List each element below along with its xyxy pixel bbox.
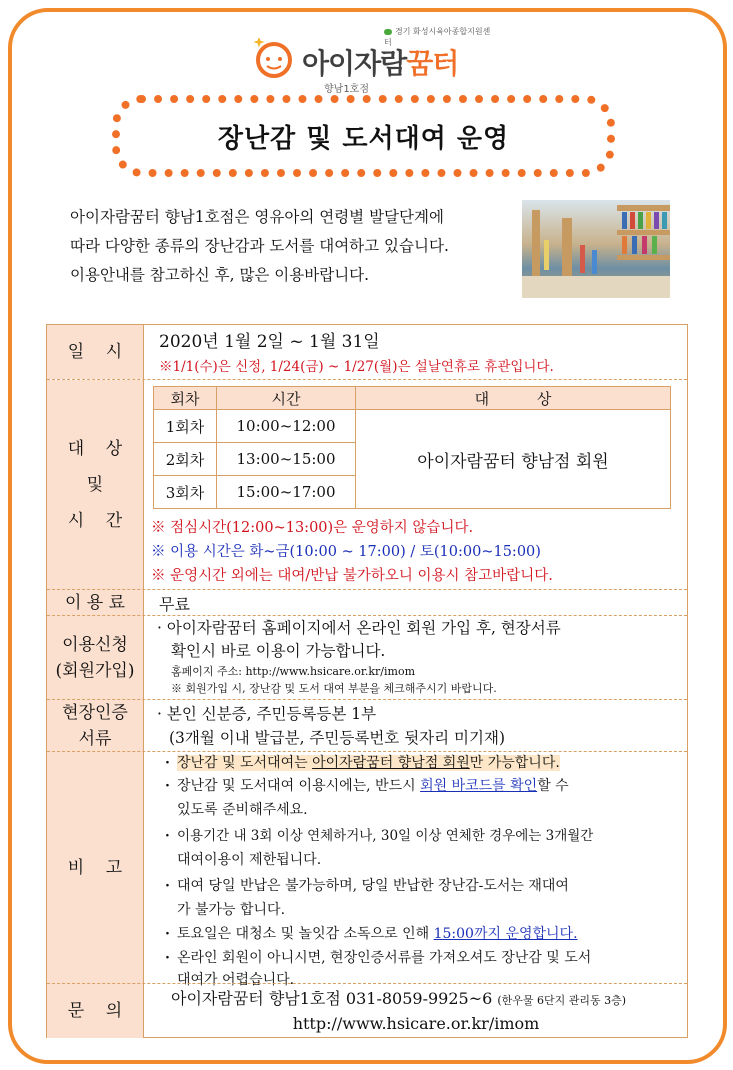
page-title: 장난감 및 도서대여 운영 <box>217 123 510 154</box>
remark-item-cont: 대여가 어렵습니다. <box>177 972 295 988</box>
remark-item: · 장난감 및 도서대여 이용시에는, 반드시 회원 바코드를 확인할 수 <box>161 774 569 798</box>
contact-label: 문 의 <box>47 984 144 1038</box>
session-target: 아이자람꿈터 향남점 회원 <box>356 410 671 509</box>
signup-row <box>47 615 687 700</box>
signup-line: 확인시 바로 이용이 가능합니다. <box>171 642 386 660</box>
col-header: 대 상 <box>356 387 671 410</box>
session-no: 1회차 <box>154 410 217 443</box>
remark-item-cont: 대여이용이 제한됩니다. <box>177 852 322 868</box>
schedule-row <box>47 379 687 590</box>
session-no: 3회차 <box>154 476 217 509</box>
docs-line: (3개월 이내 발급분, 주민등록번호 뒷자리 미기재) <box>169 729 506 747</box>
docs-label: 현장인증 서류 <box>47 700 144 752</box>
signup-label: 이용신청 (회원가입) <box>47 616 144 700</box>
homepage-address: 홈페이지 주소: http://www.hsicare.or.kr/imom <box>171 665 416 678</box>
fee-value: 무료 <box>159 595 190 614</box>
table-row <box>154 410 671 443</box>
remarks-label: 비 고 <box>47 752 144 984</box>
intro-line: 따라 다양한 종류의 장난감과 도서를 대여하고 있습니다. <box>70 237 449 255</box>
col-header: 시간 <box>217 387 356 410</box>
docs-row <box>47 699 687 752</box>
library-photo <box>522 200 670 298</box>
intro-line: 이용안내를 참고하신 후, 많은 이용바랍니다. <box>70 266 370 284</box>
schedule-label: 대 상 및 시 간 <box>47 380 144 590</box>
center-name: 경기 화성시육아종합지원센터 <box>384 27 491 47</box>
remark-item: · 장난감 및 도서대여는 아이자람꿈터 향남점 회원만 가능합니다. <box>161 751 560 775</box>
info-table <box>46 324 688 1038</box>
session-time: 10:00~12:00 <box>217 410 356 443</box>
remark-item: · 온라인 회원이 아니시면, 현장인증서류를 가져오셔도 장난감 및 도서 <box>161 946 591 970</box>
fee-label: 이 용 료 <box>47 590 144 616</box>
session-time: 15:00~17:00 <box>217 476 356 509</box>
hours-note: ※ 이용 시간은 화~금(10:00 ~ 17:00) / 토(10:00~15:00) <box>151 544 541 560</box>
after-hours-note: ※ 운영시간 외에는 대여/반납 불가하오니 이용시 참고바랍니다. <box>151 568 553 584</box>
closure-note: ※1/1(수)은 신정, 1/24(금) ~ 1/27(월)은 설날연휴로 휴관입니다. <box>159 359 554 375</box>
remark-item: · 이용기간 내 3회 이상 연체하거나, 30일 이상 연체한 경우에는 3개월간 <box>161 824 593 848</box>
child-face-icon <box>254 38 294 78</box>
logo <box>252 22 492 95</box>
session-time: 13:00~15:00 <box>217 443 356 476</box>
title-box <box>112 95 615 177</box>
signup-line: · 아이자람꿈터 홈페이지에서 온라인 회원 가입 후, 현장서류 <box>157 619 561 637</box>
docs-line: · 본인 신분증, 주민등록등본 1부 <box>157 705 377 723</box>
intro-line: 아이자람꿈터 향남1호점은 영유아의 연령별 발달단계에 <box>70 208 444 226</box>
branch-name: 향남1호점 <box>324 84 370 95</box>
signup-note: ※ 회원가입 시, 장난감 및 도서 대여 부분을 체크해주시기 바랍니다. <box>171 682 497 695</box>
brand-name: 아이자람꿈터 <box>302 47 459 80</box>
remark-item: · 토요일은 대청소 및 놀잇감 소독으로 인해 15:00까지 운영합니다. <box>161 922 578 946</box>
contact-info: 아이자람꿈터 향남1호점 031-8059-9925~6 (한우물 6단지 관리동 3층) <box>171 989 627 1008</box>
date-label: 일 시 <box>47 325 144 379</box>
remark-item-cont: 있도록 준비해주세요. <box>177 802 308 818</box>
fee-row <box>47 589 687 616</box>
contact-row <box>47 983 687 1038</box>
remarks-row <box>47 751 687 988</box>
remark-item: · 대여 당일 반납은 불가능하며, 당일 반납한 장난감-도서는 재대여 <box>161 874 569 898</box>
contact-url: http://www.hsicare.or.kr/imom <box>292 1014 540 1033</box>
col-header: 회차 <box>154 387 217 410</box>
date-range: 2020년 1월 2일 ~ 1월 31일 <box>159 332 380 352</box>
remark-item-cont: 가 불가능 합니다. <box>177 902 286 918</box>
intro-text <box>70 203 515 290</box>
date-row <box>47 325 687 379</box>
schedule-table <box>153 386 671 509</box>
session-no: 2회차 <box>154 443 217 476</box>
lunch-note: ※ 점심시간(12:00~13:00)은 운영하지 않습니다. <box>151 520 474 536</box>
